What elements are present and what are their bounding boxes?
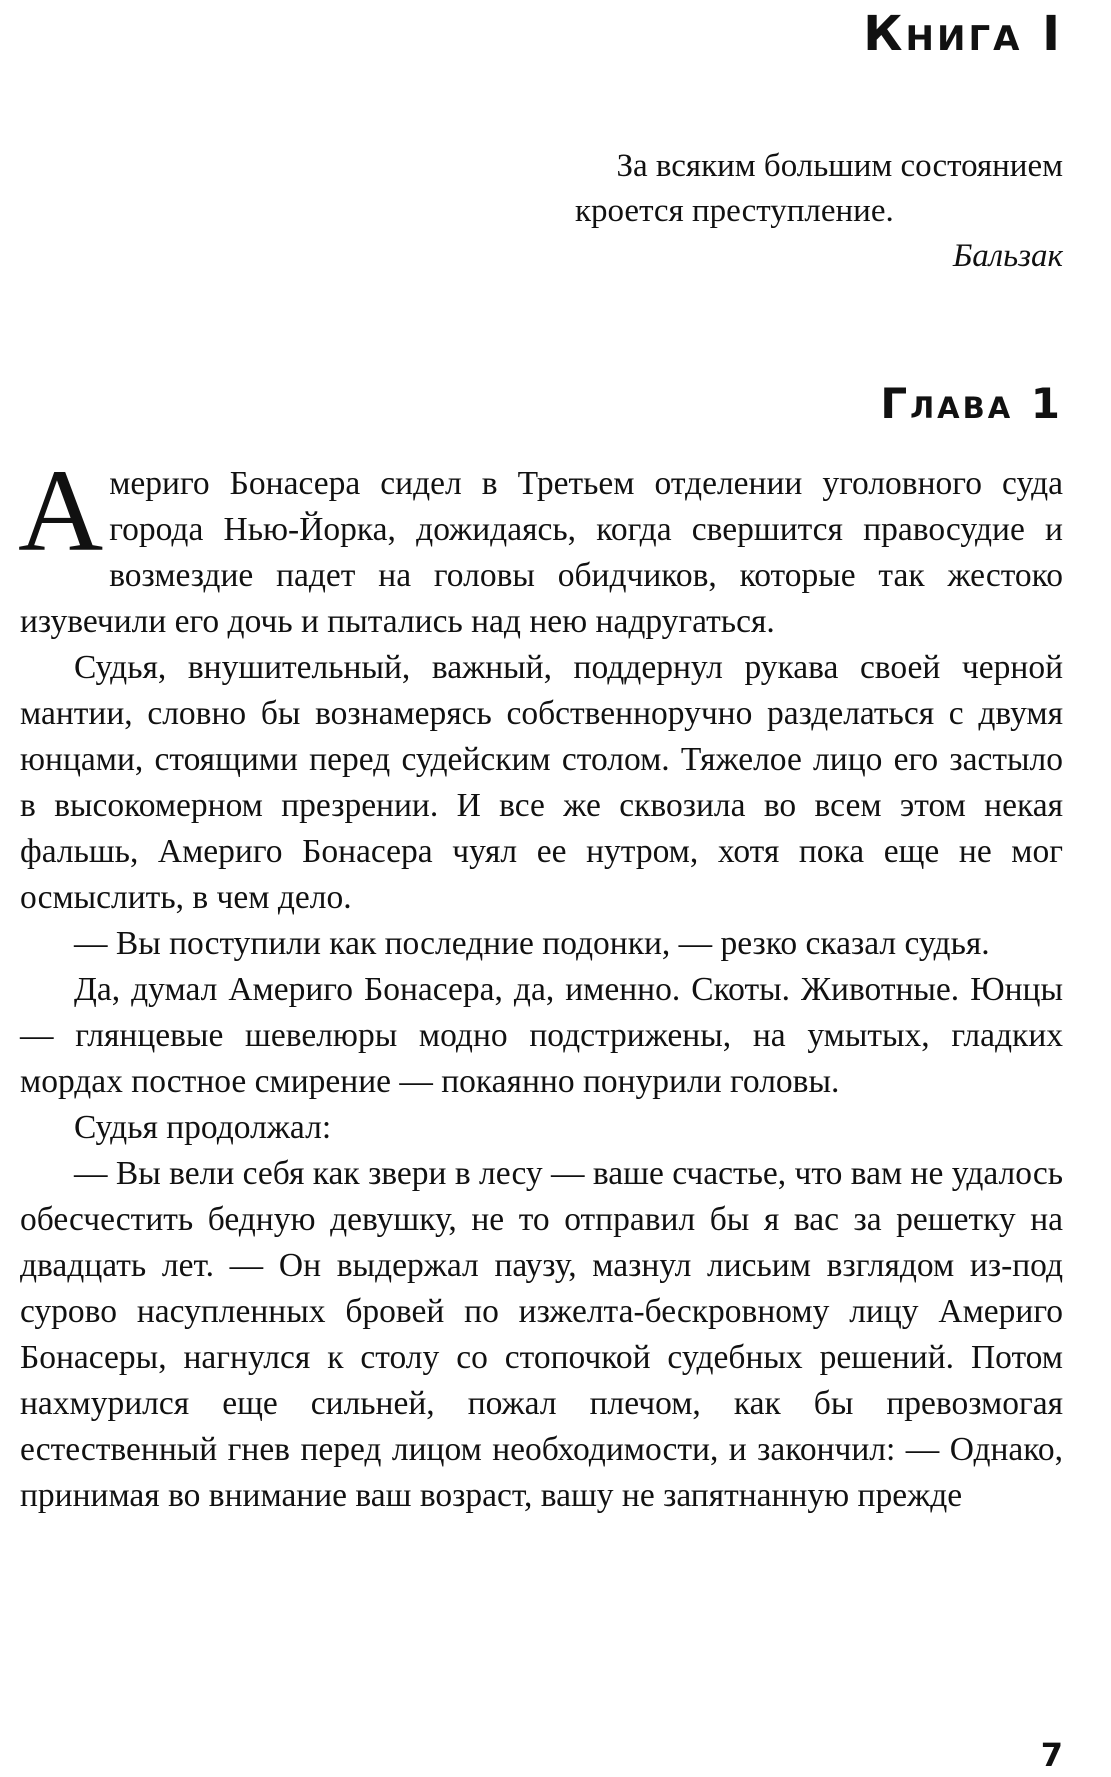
epigraph (463, 144, 1063, 279)
paragraph-5: Судья продолжал: (74, 1109, 332, 1146)
paragraph-2: Судья, внушительный, важный, поддернул рукава своей черной мантии, словно бы вознамерясь собственноручно разделаться с двумя юнцами, стоящими перед судейским столом. Тяжелое лицо его застыло в высокомерном презрении. И все же сквозила во всем этом некая фальшь, Америго Бонасера чуял ее нутром, хотя пока еще не мог осмыслить, в чем дело. (20, 649, 1063, 916)
drop-cap: А (18, 445, 104, 576)
page-number: 7 (1040, 1736, 1063, 1774)
paragraph-4: Да, думал Америго Бонасера, да, именно. Скоты. Животные. Юнцы — глянцевые шевелюры модно подстрижены, на умытых, гладких мордах постное смирение — покаянно понурили головы. (20, 971, 1063, 1100)
epigraph-author: Бальзак (952, 238, 1063, 274)
paragraph-3: — Вы поступили как последние подонки, — резко сказал судья. (74, 925, 990, 962)
book-title: Книга I (863, 6, 1063, 62)
paragraph-text: мериго Бонасера сидел в Третьем отделении уголовного суда города Нью-Йорка, дожидаясь, когда свершится правосудие и возмездие падет на головы обидчиков, которые так жестоко изувечили его дочь и пытались над нею надругаться. (20, 465, 1063, 640)
paragraph-6: — Вы вели себя как звери в лесу — ваше счастье, что вам не удалось обесчестить бедную девушку, не то отправил бы я вас за решетку на двадцать лет. — Он выдержал паузу, мазнул лисьим взглядом из-под сурово насупленных бровей по изжелта-бескровному лицу Америго Бонасеры, нагнулся к столу со стопочкой судебных решений. Потом нахмурился еще сильней, пожал плечом, как бы превозмогая естественный гнев перед лицом необходимости, и закончил: — Однако, принимая во внимание ваш возраст, вашу не запятнанную прежде (20, 1155, 1063, 1514)
chapter-body (18, 445, 1063, 1519)
epigraph-line-1: За всяким большим состоянием (616, 148, 1063, 184)
epigraph-line-2: кроется преступление. (575, 193, 894, 229)
epigraph-text (503, 144, 1063, 234)
chapter-title: Глава 1 (880, 379, 1063, 428)
paragraph-1 (18, 445, 1063, 645)
